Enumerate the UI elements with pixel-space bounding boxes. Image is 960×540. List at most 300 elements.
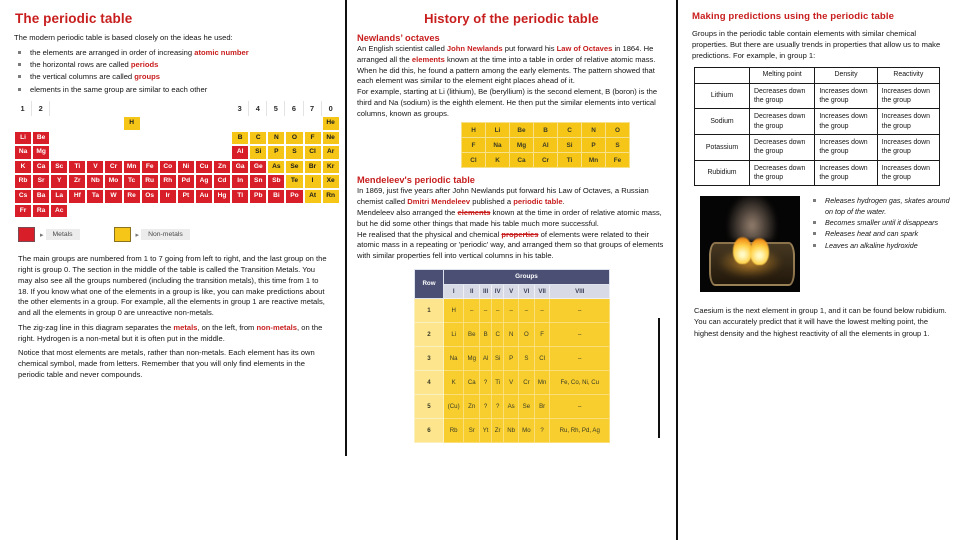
table-row xyxy=(695,109,940,135)
reaction-bullet-0: Releases hydrogen gas, skates around on top of the water. xyxy=(810,196,952,217)
mendeleev-cell: – xyxy=(492,298,504,322)
grid-spacer xyxy=(50,116,68,131)
element-cell-H: H xyxy=(123,116,141,131)
mendeleev-groups-label: Groups xyxy=(444,269,610,284)
paragraph-newlands-2: When he did this, he found a pattern among the early elements. The pattern showed that each element was similar to the element eight places ahead of it. xyxy=(357,65,655,86)
element-cell-Ca: Ca xyxy=(32,160,50,175)
flame-right xyxy=(750,238,769,265)
table-header-row xyxy=(695,68,940,83)
pred-melting-point: Decreases down the group xyxy=(750,83,815,109)
grid-spacer xyxy=(249,116,267,131)
element-cell-Li: Li xyxy=(14,131,32,146)
mendeleev-cell: Fe, Co, Ni, Cu xyxy=(550,370,610,394)
element-cell-Ag: Ag xyxy=(195,174,213,189)
mendeleev-text-c: . xyxy=(562,197,565,207)
grid-spacer xyxy=(177,116,195,131)
pred-column-header-melting-point: Melting point xyxy=(750,68,815,83)
pred-melting-point: Decreases down the group xyxy=(750,134,815,160)
mendeleev-cell: Ca xyxy=(464,370,480,394)
mendeleev-cell: Zr xyxy=(492,418,504,442)
grid-spacer xyxy=(32,116,50,131)
element-cell-Br: Br xyxy=(304,160,322,175)
grid-spacer xyxy=(159,101,177,116)
grid-spacer xyxy=(231,116,249,131)
grid-spacer xyxy=(68,204,86,219)
reaction-observations xyxy=(810,196,952,252)
grid-spacer xyxy=(213,145,231,160)
grid-spacer xyxy=(177,131,195,146)
element-cell-Hg: Hg xyxy=(213,189,231,204)
element-cell-Fe: Fe xyxy=(141,160,159,175)
list-item xyxy=(8,48,337,59)
newlands-cell-Na: Na xyxy=(486,138,510,153)
legend-label-metals: Metals xyxy=(46,229,80,240)
left-bullet-list xyxy=(8,48,337,96)
element-cell-Ge: Ge xyxy=(249,160,267,175)
mendeleev-row-number: 4 xyxy=(415,370,444,394)
pred-density: Increases down the group xyxy=(815,83,877,109)
mendeleev-cell: – xyxy=(550,346,610,370)
grid-spacer xyxy=(213,101,231,116)
group-header-2: 2 xyxy=(32,101,50,116)
list-item xyxy=(8,85,337,96)
mendeleev-cell: Cl xyxy=(534,346,550,370)
newlands-cell-K: K xyxy=(486,153,510,168)
element-cell-Ni: Ni xyxy=(177,160,195,175)
paragraph-mendeleev-3 xyxy=(357,230,666,262)
element-cell-Cu: Cu xyxy=(195,160,213,175)
newlands-cell-Al: Al xyxy=(534,138,558,153)
element-cell-Mn: Mn xyxy=(123,160,141,175)
mendeleev-cell: Be xyxy=(464,322,480,346)
list-item xyxy=(8,72,337,83)
element-cell-In: In xyxy=(231,174,249,189)
newlands-cell-Si: Si xyxy=(558,138,582,153)
grid-spacer xyxy=(104,145,122,160)
newlands-cell-H: H xyxy=(462,123,486,138)
group-header-5: 5 xyxy=(267,101,285,116)
grid-spacer xyxy=(68,116,86,131)
reaction-bullet-2: Releases heat and can spark xyxy=(810,229,952,239)
element-cell-Ta: Ta xyxy=(86,189,104,204)
legend-arrow-icon: ▸ xyxy=(40,231,44,239)
newlands-cell-Ti: Ti xyxy=(558,153,582,168)
mendeleev-cell: – xyxy=(504,298,519,322)
newlands-octaves-table xyxy=(461,122,630,168)
newlands-cell-B: B xyxy=(534,123,558,138)
grid-spacer xyxy=(213,116,231,131)
bullet-text-2: the vertical columns are called xyxy=(30,72,135,82)
mendeleev-cell: V xyxy=(504,370,519,394)
mendeleev-group-II: II xyxy=(464,284,480,298)
table-row xyxy=(415,322,610,346)
pred-element-name: Potassium xyxy=(695,134,750,160)
table-row xyxy=(415,370,610,394)
grid-spacer xyxy=(123,204,141,219)
reaction-bullet-list xyxy=(810,196,952,251)
mendeleev-cell: O xyxy=(519,322,535,346)
mendeleev-cell: C xyxy=(492,322,504,346)
mendeleev-row-header-label: Row xyxy=(415,269,444,298)
mendeleev-cell: – xyxy=(519,298,535,322)
mendeleev-highlight-name: Dmitri Mendeleev xyxy=(407,197,471,207)
grid-spacer xyxy=(50,101,68,116)
pred-melting-point: Decreases down the group xyxy=(750,160,815,186)
mendeleev-cell: Zn xyxy=(464,394,480,418)
mendeleev-cell: Si xyxy=(492,346,504,370)
grid-spacer xyxy=(195,145,213,160)
element-cell-I: I xyxy=(304,174,322,189)
mendeleev-cell: ? xyxy=(534,418,550,442)
mendeleev-cell: Se xyxy=(519,394,535,418)
mendeleev-cell: K xyxy=(444,370,464,394)
table-row xyxy=(695,83,940,109)
reaction-photo-row xyxy=(700,196,952,292)
pred-element-name: Sodium xyxy=(695,109,750,135)
grid-spacer xyxy=(285,116,303,131)
page-title-history: History of the periodic table xyxy=(424,11,599,26)
element-cell-N: N xyxy=(267,131,285,146)
mendeleev-row-number: 1 xyxy=(415,298,444,322)
element-cell-Cd: Cd xyxy=(213,174,231,189)
mendeleev-group-VIII: VIII xyxy=(550,284,610,298)
mendeleev-cell: ? xyxy=(480,370,492,394)
mendeleev-cell: ? xyxy=(480,394,492,418)
grid-spacer xyxy=(141,131,159,146)
bullet-text-1: the horizontal rows are called xyxy=(30,60,131,70)
group-header-7: 7 xyxy=(304,101,322,116)
mendeleev-cell: – xyxy=(550,298,610,322)
grid-spacer xyxy=(123,145,141,160)
mendeleev-cell: Ti xyxy=(492,370,504,394)
newlands-cell-S: S xyxy=(606,138,630,153)
element-cell-O: O xyxy=(285,131,303,146)
element-cell-Bi: Bi xyxy=(267,189,285,204)
grid-spacer xyxy=(141,101,159,116)
mendeleev-cell: N xyxy=(504,322,519,346)
element-cell-Ir: Ir xyxy=(159,189,177,204)
grid-spacer xyxy=(267,116,285,131)
pred-density: Increases down the group xyxy=(815,109,877,135)
grid-spacer xyxy=(177,204,195,219)
pred-column-header-density: Density xyxy=(815,68,877,83)
left-column xyxy=(0,0,345,540)
legend-item-metals xyxy=(18,227,80,242)
mendeleev-cell: – xyxy=(550,322,610,346)
mendeleev-cell: Br xyxy=(534,394,550,418)
mendeleev-cell: Al xyxy=(480,346,492,370)
newlands-text-c: in 1864. He arranged all the xyxy=(357,44,654,64)
table-row xyxy=(415,298,610,322)
grid-spacer xyxy=(68,101,86,116)
bullet-highlight-0: atomic number xyxy=(194,47,249,57)
grid-spacer xyxy=(86,116,104,131)
newlands-cell-Ca: Ca xyxy=(510,153,534,168)
mendeleev-cell: S xyxy=(519,346,535,370)
element-cell-Hf: Hf xyxy=(68,189,86,204)
mendeleev-cell: – xyxy=(464,298,480,322)
heading-newlands-octaves: Newlands’ octaves xyxy=(357,33,440,43)
table-row xyxy=(415,394,610,418)
mendeleev-cell: F xyxy=(534,322,550,346)
table-header-row xyxy=(415,269,610,284)
mendeleev-cell: (Cu) xyxy=(444,394,464,418)
element-cell-Au: Au xyxy=(195,189,213,204)
periodic-table-legend xyxy=(18,227,337,242)
element-cell-La: La xyxy=(50,189,68,204)
mendeleev-cell: Mn xyxy=(534,370,550,394)
newlands-highlight-law: Law of Octaves xyxy=(556,44,613,53)
mendeleev3-text-b: of elements were related to their atomic mass in a repeating or 'periodic' way, and arranged them so that groups of elements with similar properties fell into vertical columns in his table. xyxy=(357,229,664,261)
newlands-text-d: known at the time into a table in order of relative atomic mass. xyxy=(444,54,656,64)
left-body-text xyxy=(18,254,331,381)
group-header-3: 3 xyxy=(231,101,249,116)
mendeleev-cell: – xyxy=(534,298,550,322)
reaction-bullet-1: Becomes smaller until it disappears xyxy=(810,218,952,228)
right-intro-text: Groups in the periodic table contain elements with similar chemical properties. But there are usually trends in properties that allow us to make predictions. For example, in group 1: xyxy=(692,29,941,60)
list-item xyxy=(8,60,337,71)
pred-reactivity: Increases down the group xyxy=(877,134,939,160)
grid-spacer xyxy=(213,204,231,219)
element-cell-Xe: Xe xyxy=(322,174,340,189)
newlands-cell-Cl: Cl xyxy=(462,153,486,168)
mendeleev-cell: – xyxy=(480,298,492,322)
mendeleev2-highlight-elements: elements xyxy=(457,208,491,218)
element-cell-Ra: Ra xyxy=(32,204,50,219)
grid-spacer xyxy=(86,131,104,146)
element-cell-Cl: Cl xyxy=(304,145,322,160)
reaction-bullet-3: Leaves an alkaline hydroxide xyxy=(810,241,952,251)
element-cell-At: At xyxy=(304,189,322,204)
element-cell-Os: Os xyxy=(141,189,159,204)
newlands-cell-Be: Be xyxy=(510,123,534,138)
grid-spacer xyxy=(177,101,195,116)
mendeleev-periodic-table xyxy=(414,269,610,443)
table-row xyxy=(462,153,630,168)
grid-spacer xyxy=(159,116,177,131)
pred-density: Increases down the group xyxy=(815,134,877,160)
periodic-table-grid xyxy=(14,116,344,218)
zigzag-highlight-nonmetals: non-metals xyxy=(256,322,298,332)
newlands-cell-P: P xyxy=(582,138,606,153)
element-cell-Rb: Rb xyxy=(14,174,32,189)
grid-spacer xyxy=(195,204,213,219)
zigzag-text-a: The zig-zag line in this diagram separates the xyxy=(18,322,174,332)
element-cell-Mg: Mg xyxy=(32,145,50,160)
element-cell-W: W xyxy=(104,189,122,204)
grid-spacer xyxy=(50,131,68,146)
element-cell-Sr: Sr xyxy=(32,174,50,189)
mendeleev-cell: Li xyxy=(444,322,464,346)
grid-spacer xyxy=(304,204,322,219)
grid-spacer xyxy=(141,204,159,219)
element-cell-V: V xyxy=(86,160,104,175)
element-cell-Tc: Tc xyxy=(123,174,141,189)
newlands-cell-Fe: Fe xyxy=(606,153,630,168)
table-row xyxy=(462,138,630,153)
newlands-cell-Mg: Mg xyxy=(510,138,534,153)
grid-spacer xyxy=(104,101,122,116)
newlands-text-a: An English scientist called xyxy=(357,44,447,53)
legend-label-nonmetals: Non-metals xyxy=(141,229,190,240)
element-cell-Pb: Pb xyxy=(249,189,267,204)
element-cell-Ba: Ba xyxy=(32,189,50,204)
element-cell-Fr: Fr xyxy=(14,204,32,219)
element-cell-Ar: Ar xyxy=(322,145,340,160)
grid-spacer xyxy=(213,131,231,146)
paragraph-zigzag xyxy=(18,323,331,345)
newlands-cell-Cr: Cr xyxy=(534,153,558,168)
zigzag-text-b: , on the left, from xyxy=(197,322,257,332)
alkali-metal-water-reaction-photo xyxy=(700,196,800,292)
grid-spacer xyxy=(177,145,195,160)
element-cell-Y: Y xyxy=(50,174,68,189)
mendeleev-row-number: 6 xyxy=(415,418,444,442)
caesium-prediction-note: Caesium is the next element in group 1, and it can be found below rubidium. You can accurately predict that it will have the lowest melting point, the highest density and the highest reactivity of all the elements in group 1. xyxy=(694,306,947,338)
mendeleev-text-b: published a xyxy=(470,197,514,207)
grid-spacer xyxy=(14,116,32,131)
group1-trends-table xyxy=(694,67,940,186)
grid-spacer xyxy=(195,101,213,116)
mendeleev-group-VI: VI xyxy=(519,284,535,298)
mendeleev-cell: – xyxy=(550,394,610,418)
paragraph-mendeleev-2 xyxy=(357,208,666,230)
element-cell-Se: Se xyxy=(285,160,303,175)
grid-spacer xyxy=(141,145,159,160)
legend-arrow-icon: ▸ xyxy=(135,231,140,239)
mendeleev-cell: Yt xyxy=(480,418,492,442)
table-row xyxy=(462,123,630,138)
mendeleev-cell: Sr xyxy=(464,418,480,442)
zigzag-text-c: , on the right. Hydrogen is a non-metal but it is often put in the middle. xyxy=(18,322,323,343)
grid-spacer xyxy=(231,204,249,219)
grid-spacer xyxy=(86,145,104,160)
element-cell-Sn: Sn xyxy=(249,174,267,189)
paragraph-newlands-3: For example, starting at Li (lithium), Be (beryllium) is the second element, B (boron) is the third and Na (sodium) is the eighth element. He then put the similar elements into vertical columns, known as groups. xyxy=(357,87,658,118)
mendeleev-cell: Rb xyxy=(444,418,464,442)
page-title-periodic-table: The periodic table xyxy=(15,11,133,26)
grid-spacer xyxy=(195,131,213,146)
element-cell-Te: Te xyxy=(285,174,303,189)
smoke-plume xyxy=(726,196,778,240)
metals-swatch-icon xyxy=(18,227,35,242)
nonmetals-swatch-icon xyxy=(114,227,131,242)
element-cell-Ti: Ti xyxy=(68,160,86,175)
element-cell-S: S xyxy=(285,145,303,160)
element-cell-Rn: Rn xyxy=(322,189,340,204)
right-column xyxy=(678,0,960,540)
element-cell-Ga: Ga xyxy=(231,160,249,175)
grid-spacer xyxy=(123,101,141,116)
element-cell-He: He xyxy=(322,116,340,131)
element-cell-B: B xyxy=(231,131,249,146)
pred-column-header-reactivity: Reactivity xyxy=(877,68,939,83)
element-cell-Tl: Tl xyxy=(231,189,249,204)
newlands-cell-F: F xyxy=(462,138,486,153)
element-cell-K: K xyxy=(14,160,32,175)
heading-mendeleev: Mendeleev's periodic table xyxy=(357,175,475,186)
grid-spacer xyxy=(68,145,86,160)
mendeleev-text-a: In 1869, just five years after John Newlands put forward his Law of Octaves, a Russian chemist called xyxy=(357,186,649,207)
element-cell-Po: Po xyxy=(285,189,303,204)
mendeleev-group-V: V xyxy=(504,284,519,298)
mendeleev-cell: P xyxy=(504,346,519,370)
mendeleev-cell: Ru, Rh, Pd, Ag xyxy=(550,418,610,442)
table-subheader-row xyxy=(415,284,610,298)
grid-spacer xyxy=(86,204,104,219)
element-cell-Rh: Rh xyxy=(159,174,177,189)
pred-melting-point: Decreases down the group xyxy=(750,109,815,135)
bullet-highlight-1: periods xyxy=(130,60,159,70)
element-cell-Si: Si xyxy=(249,145,267,160)
element-cell-Cs: Cs xyxy=(14,189,32,204)
pred-density: Increases down the group xyxy=(815,160,877,186)
paragraph-symbols: Notice that most elements are metals, rather than non-metals. Each element has its own chemical symbol, made from letters. Remember that you will only find elements in the periodic table and never compounds. xyxy=(18,348,315,379)
group-header-1: 1 xyxy=(14,101,32,116)
periodic-table-group-headers xyxy=(14,101,344,116)
legend-item-nonmetals xyxy=(114,227,190,242)
group-header-0: 0 xyxy=(328,104,333,113)
newlands-highlight-elements: elements xyxy=(411,54,445,64)
page-title-predictions: Making predictions using the periodic table xyxy=(692,11,895,22)
table-row xyxy=(415,346,610,370)
element-cell-Ne: Ne xyxy=(322,131,340,146)
element-cell-Mo: Mo xyxy=(104,174,122,189)
element-cell-Kr: Kr xyxy=(322,160,340,175)
grid-spacer xyxy=(159,131,177,146)
pred-column-header-blank xyxy=(695,68,750,83)
grid-spacer xyxy=(68,131,86,146)
newlands-cell-C: C xyxy=(558,123,582,138)
mendeleev-group-VII: VII xyxy=(534,284,550,298)
paragraph-mendeleev-1 xyxy=(357,186,666,208)
element-cell-As: As xyxy=(267,160,285,175)
table-row xyxy=(415,418,610,442)
grid-spacer xyxy=(304,116,322,131)
newlands-cell-N: N xyxy=(582,123,606,138)
mendeleev3-highlight-properties: properties xyxy=(501,229,539,239)
element-cell-Zn: Zn xyxy=(213,160,231,175)
pred-element-name: Lithium xyxy=(695,83,750,109)
element-cell-Cr: Cr xyxy=(104,160,122,175)
element-cell-Nb: Nb xyxy=(86,174,104,189)
grid-spacer xyxy=(123,131,141,146)
middle-column xyxy=(347,0,676,540)
mendeleev-cell: Nb xyxy=(504,418,519,442)
pred-reactivity: Increases down the group xyxy=(877,109,939,135)
grid-spacer xyxy=(249,204,267,219)
element-cell-Ru: Ru xyxy=(141,174,159,189)
mendeleev3-text-a: He realised that the physical and chemical xyxy=(357,229,502,239)
bullet-highlight-2: groups xyxy=(134,72,160,82)
mendeleev-highlight-table: periodic table xyxy=(513,197,563,207)
newlands-highlight-name: John Newlands xyxy=(446,44,503,53)
mendeleev-cell: B xyxy=(480,322,492,346)
grid-spacer xyxy=(322,204,340,219)
pred-element-name: Rubidium xyxy=(695,160,750,186)
group-header-4: 4 xyxy=(249,101,267,116)
grid-spacer xyxy=(104,204,122,219)
pred-reactivity: Increases down the group xyxy=(877,160,939,186)
zigzag-highlight-metals: metals xyxy=(173,322,198,332)
grid-spacer xyxy=(141,116,159,131)
grid-spacer xyxy=(159,204,177,219)
periodic-table-diagram xyxy=(14,101,344,218)
grid-spacer xyxy=(159,145,177,160)
mendeleev-row-number: 5 xyxy=(415,394,444,418)
mendeleev-row-number: 2 xyxy=(415,322,444,346)
table-row xyxy=(695,134,940,160)
